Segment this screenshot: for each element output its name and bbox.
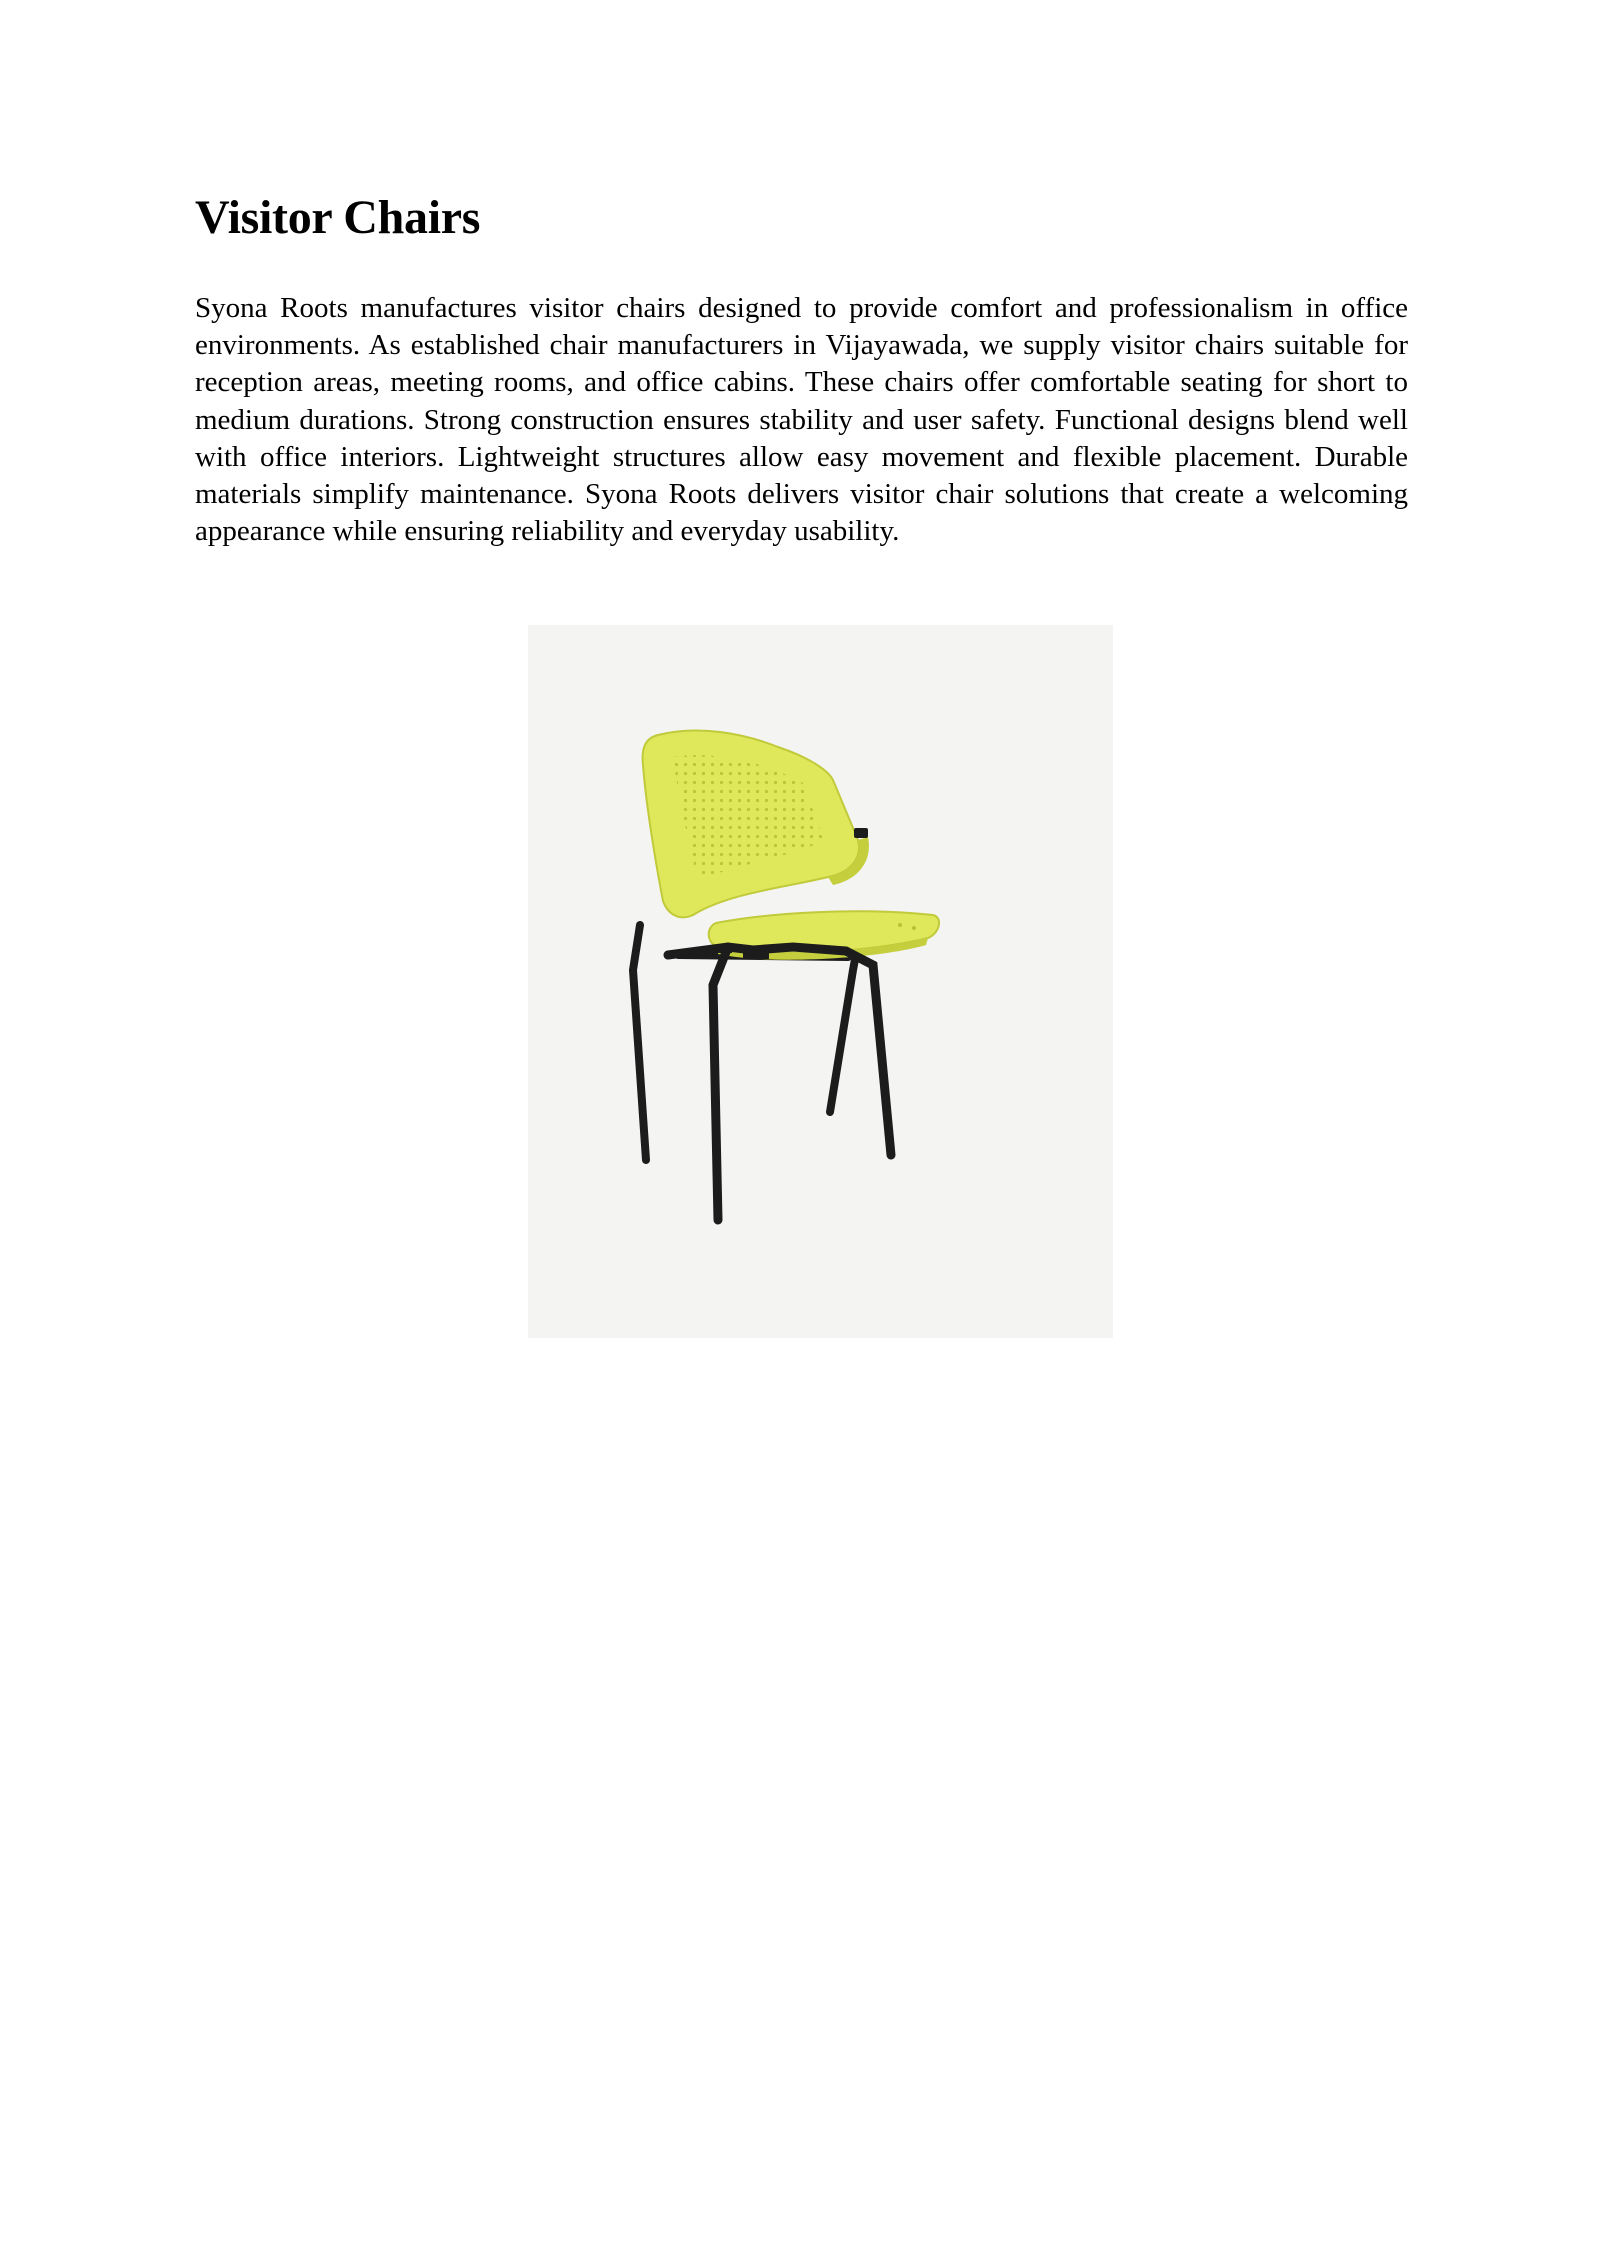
chair-frame-back bbox=[633, 925, 861, 1160]
chair-illustration bbox=[528, 625, 1113, 1338]
chair-photo bbox=[528, 625, 1113, 1338]
body-paragraph: Syona Roots manufactures visitor chairs designed to provide comfort and professionalism in office environments. As established chair manufacturers in Vijayawada, we supply visitor chairs suitable for reception areas, meeting rooms, and office cabins. These chairs offer comfortable seating for short to medium durations. Strong construction ensures stability and user safety. Functional designs blend well with office interiors. Lightweight structures allow easy movement and flexible placement. Durable materials simplify maintenance. Syona Roots delivers visitor chair solutions that create a welcoming appearance while ensuring reliability and everyday usability. bbox=[195, 292, 1408, 548]
page-title: Visitor Chairs bbox=[195, 191, 481, 244]
chair-backrest bbox=[643, 731, 869, 918]
chair-frame-front bbox=[668, 947, 891, 1220]
